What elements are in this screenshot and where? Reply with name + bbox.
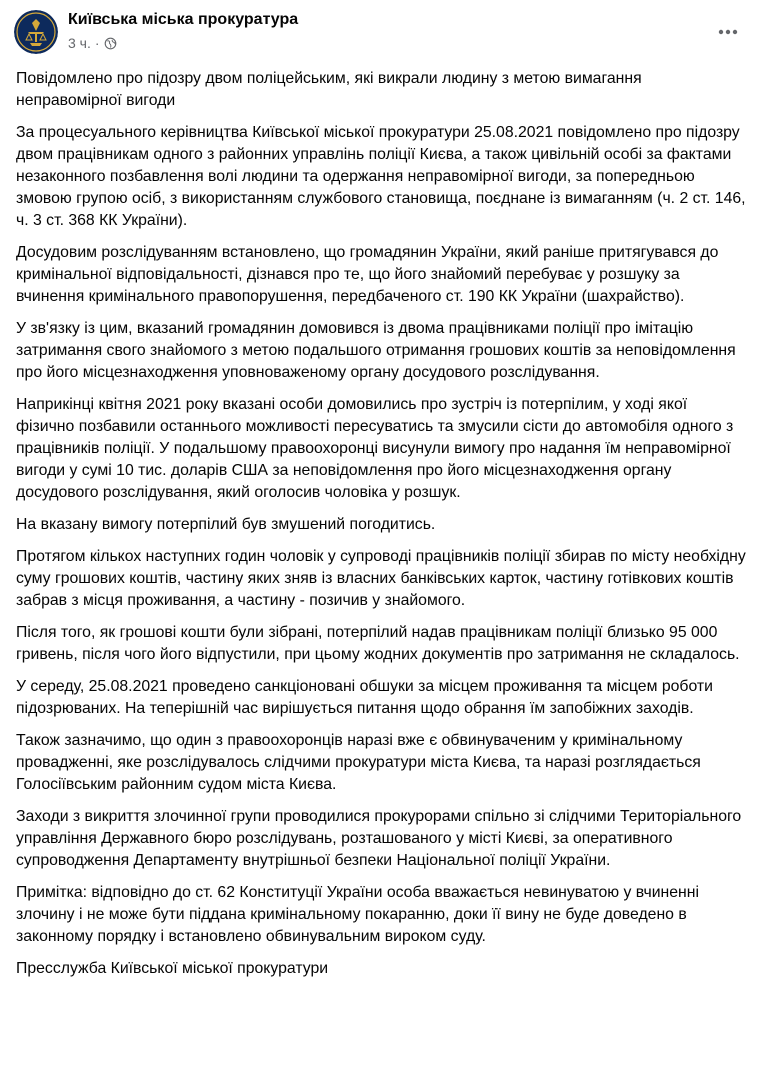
globe-icon[interactable]	[104, 37, 117, 50]
post-paragraph: Також зазначимо, що один з правоохоронців наразі вже є обвинуваченим у кримінальному провадженні, яке розслідувалось слідчими прокуратури міста Києва, та наразі розглядається Голосіївським районним судом міста Києва.	[16, 732, 701, 793]
post-headline: Повідомлено про підозру двом поліцейським, які викрали людину з метою вимагання неправомірної вигоди	[16, 70, 642, 109]
post-signature: Пресслужба Київської міської прокуратури	[16, 960, 329, 977]
post-time[interactable]: 3 ч.	[68, 35, 91, 51]
post-header	[14, 8, 746, 58]
prosecutor-emblem-icon	[14, 10, 58, 54]
post-paragraph: Протягом кількох наступних годин чоловік у супроводі працівників поліції збирав по місту необхідну суму грошових коштів, частину яких зняв із власних банківських карток, частину готівкових коштів забрав з місця проживання, а частину - позичив у знайомого.	[16, 548, 746, 609]
post-paragraph: Досудовим розслідуванням встановлено, що громадянин України, який раніше притягувався до кримінальної відповідальності, дізнався про те, що його знайомий перебуває у розшуку за вчинення кримінального правопорушення, передбаченого ст. 190 КК України (шахрайство).	[16, 244, 719, 305]
post-meta	[68, 35, 117, 51]
author-name[interactable]: Київська міська прокуратура	[68, 11, 299, 28]
post-paragraph: За процесуального керівництва Київської міської прокуратури 25.08.2021 повідомлено про підозру двом працівникам одного з районних управлінь поліції Києва, а також цивільній особі за фактами незаконного позбавлення волі людини та одержання неправомірної вигоди, за попередньою змовою групою осіб, з використанням службового становища, поєднане із вимаганням (ч. 2 ст. 146, ч. 3 ст. 368 КК України).	[16, 124, 746, 229]
post-paragraph: Примітка: відповідно до ст. 62 Конституції України особа вважається невинуватою у вчиненні злочину і не може бути піддана кримінальному покаранню, доки її вину не буде доведено в законному порядку і встановлено обвинувальним вироком суду.	[16, 884, 700, 945]
avatar[interactable]	[14, 10, 58, 54]
meta-separator: ·	[94, 35, 100, 51]
more-dots-icon	[718, 29, 738, 35]
post-paragraph: Заходи з викриття злочинної групи проводилися прокурорами спільно зі слідчими Територіального управління Державного бюро розслідувань, розташованого у місті Києві, за оперативного супроводження Департаменту внутрішньої безпеки Національної поліції України.	[16, 808, 742, 869]
post-body	[16, 68, 746, 990]
post-paragraph: На вказану вимогу потерпілий був змушений погодитись.	[16, 516, 436, 533]
more-options-button[interactable]	[712, 16, 744, 48]
post-paragraph: Наприкінці квітня 2021 року вказані особи домовились про зустріч із потерпілим, у ході якої фізично позбавили останнього можливості пересуватись та змусили сісти до автомобіля одного з працівників поліції. У подальшому правоохоронці висунули вимогу про надання їм неправомірної вигоди у сумі 10 тис. доларів США за неповідомлення про його місцезнаходження органу досудового розслідування, який оголосив чоловіка у розшук.	[16, 396, 734, 501]
post-paragraph: У середу, 25.08.2021 проведено санкціоновані обшуки за місцем проживання та місцем роботи підозрюваних. На теперішній час вирішується питання щодо обрання їм запобіжних заходів.	[16, 678, 713, 717]
post-paragraph: Після того, як грошові кошти були зібрані, потерпілий надав працівникам поліції близько 95 000 гривень, після чого його відпустили, при цьому жодних документів про затримання не складалось.	[16, 624, 740, 663]
post-paragraph: У зв'язку із цим, вказаний громадянин домовився із двома працівниками поліції про імітацію затримання свого знайомого з метою подальшого отримання грошових коштів за неповідомлення про його місцезнаходження уповноваженому органу досудового розслідування.	[16, 320, 736, 381]
